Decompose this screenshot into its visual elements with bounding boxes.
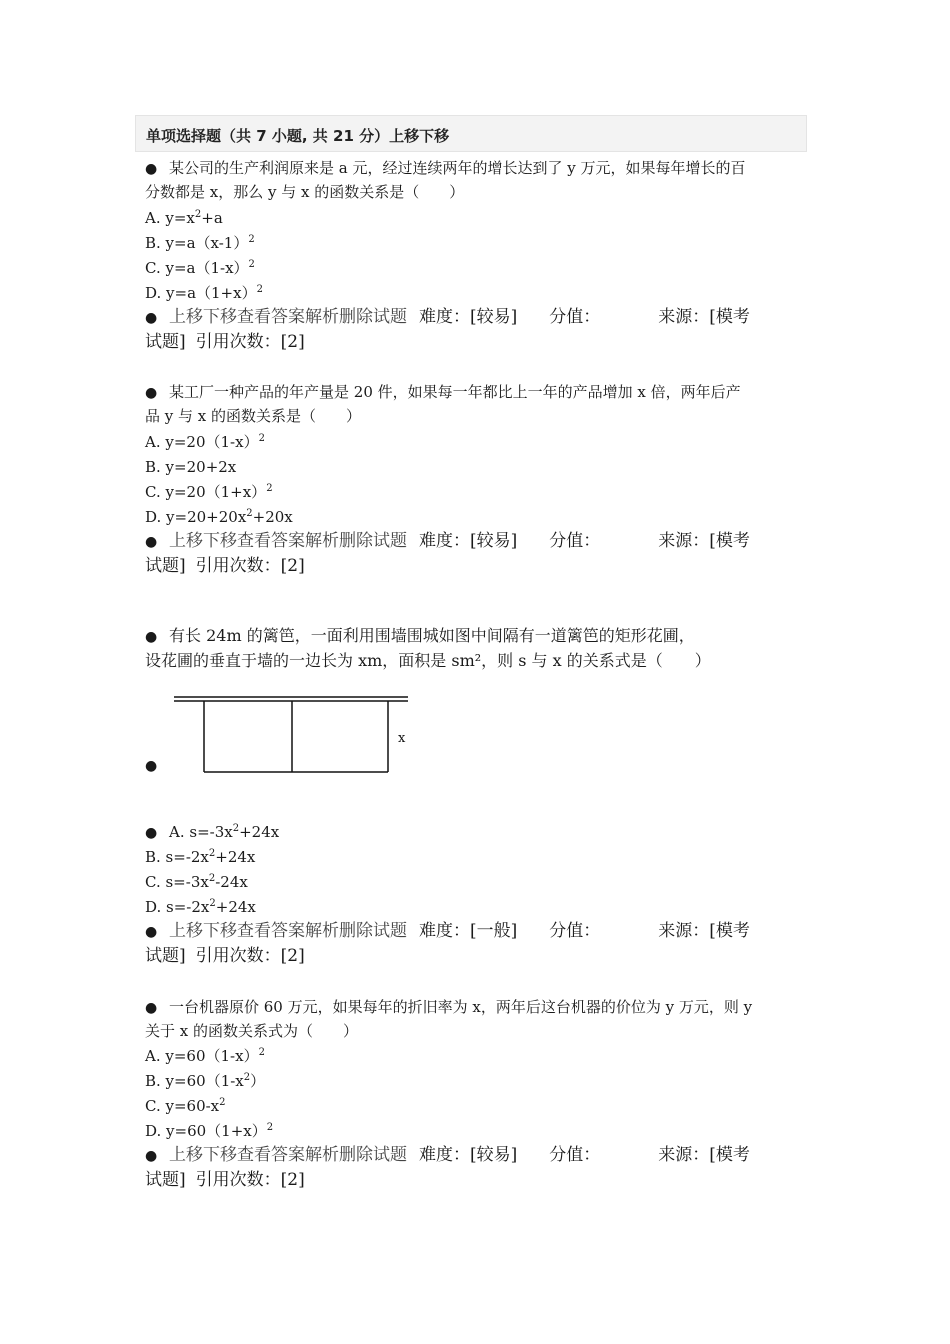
question-1-stem: ● 某公司的生产利润原来是 a 元，经过连续两年的增长达到了 y 万元，如果每年增长的百 [145, 156, 746, 181]
difficulty-label: 难度：[较易] [419, 531, 518, 551]
question-3-stem: ● 有长 24m 的篱笆，一面利用围墙围城如图中间隔有一道篱笆的矩形花圃， [145, 624, 695, 649]
bullet-icon: ● [145, 629, 158, 645]
question-4-meta-cont: 试题] 引用次数：[2] [145, 1170, 305, 1190]
source-label: 来源：[模考 [658, 307, 750, 327]
bullet-icon: ● [145, 1148, 158, 1164]
bullet-icon: ● [145, 924, 158, 940]
question-4-option-d[interactable]: D. $y=60(1+x)^2$ [145, 1122, 274, 1140]
question-2-option-b[interactable]: B. y=20+2x [145, 458, 237, 476]
question-1-option-b[interactable]: B. $y=a(x-1)^2$ [145, 234, 255, 252]
fence-diagram [170, 690, 420, 780]
citations-label: 引用次数：[2] [195, 332, 305, 352]
question-3-option-c[interactable]: C. $s=-3x^2-24x$ [145, 873, 248, 891]
source-label: 来源：[模考 [658, 921, 750, 941]
section-title: 单项选择题（共 7 小题, 共 21 分）上移下移 [146, 127, 450, 145]
citations-label: 引用次数：[2] [195, 556, 305, 576]
question-2-option-c[interactable]: C. $y=20(1+x)^2$ [145, 483, 273, 501]
question-2-stem-cont: 品 y 与 x 的函数关系是（ ） [145, 407, 362, 425]
score-label: 分值： [549, 921, 601, 941]
bullet-icon: ● [145, 758, 158, 774]
question-1-option-a[interactable]: A. $y=x^2+a$ [145, 209, 223, 227]
bullet-icon: ● [145, 161, 158, 177]
source-label: 来源：[模考 [658, 531, 750, 551]
bullet-icon: ● [145, 825, 158, 841]
question-3-meta [145, 919, 750, 945]
citations-label: 引用次数：[2] [195, 1170, 305, 1190]
question-4-option-c[interactable]: C. $y=60-x^2$ [145, 1097, 226, 1115]
question-4-stem: ● 一台机器原价 60 万元，如果每年的折旧率为 x，两年后这台机器的价位为 y 万元，则 y [145, 995, 752, 1020]
question-3-option-b[interactable]: B. $s=-2x^2+24x$ [145, 848, 256, 866]
bullet-icon: ● [145, 1000, 158, 1016]
question-actions[interactable]: 上移下移查看答案解析删除试题 [169, 1145, 407, 1165]
question-actions[interactable]: 上移下移查看答案解析删除试题 [169, 921, 407, 941]
question-2-option-a[interactable]: A. $y=20(1-x)^2$ [145, 433, 265, 451]
question-1-stem-cont: 分数都是 x，那么 y 与 x 的函数关系是（ ） [145, 183, 465, 201]
question-3-meta-cont: 试题] 引用次数：[2] [145, 946, 305, 966]
difficulty-label: 难度：[一般] [419, 921, 518, 941]
question-2-meta [145, 529, 750, 555]
question-4-stem-cont: 关于 x 的函数关系式为（ ） [145, 1022, 358, 1040]
bullet-icon: ● [145, 534, 158, 550]
question-actions[interactable]: 上移下移查看答案解析删除试题 [169, 307, 407, 327]
section-header [135, 115, 807, 152]
bullet-icon: ● [145, 310, 158, 326]
question-4-meta [145, 1143, 750, 1169]
question-actions[interactable]: 上移下移查看答案解析删除试题 [169, 531, 407, 551]
question-4-option-a[interactable]: A. $y=60(1-x)^2$ [145, 1047, 265, 1065]
score-label: 分值： [549, 531, 601, 551]
question-3-stem-cont: 设花圃的垂直于墙的一边长为 xm，面积是 sm²，则 s 与 x 的关系式是（ ） [145, 651, 711, 670]
difficulty-label: 难度：[较易] [419, 1145, 518, 1165]
question-1-meta-cont: 试题] 引用次数：[2] [145, 332, 305, 352]
question-2-meta-cont: 试题] 引用次数：[2] [145, 556, 305, 576]
difficulty-label: 难度：[较易] [419, 307, 518, 327]
question-1-option-d[interactable]: D. $y=a(1+x)^2$ [145, 284, 263, 302]
question-1-option-c[interactable]: C. $y=a(1-x)^2$ [145, 259, 255, 277]
source-label: 来源：[模考 [658, 1145, 750, 1165]
citations-label: 引用次数：[2] [195, 946, 305, 966]
bullet-icon: ● [145, 385, 158, 401]
figure-label-x: x [398, 731, 406, 746]
question-1-meta [145, 305, 750, 331]
question-2-stem: ● 某工厂一种产品的年产量是 20 件，如果每一年都比上一年的产品增加 x 倍，两年后产 [145, 380, 741, 405]
question-3-option-d[interactable]: D. $s=-2x^2+24x$ [145, 898, 256, 916]
question-2-option-d[interactable]: D. $y=20+20x^2+20x$ [145, 508, 293, 526]
score-label: 分值： [549, 1145, 601, 1165]
question-3-option-a[interactable]: ● A. $s=-3x^2+24x$ [145, 820, 279, 846]
question-4-option-b[interactable]: B. $y=60(1-x^2)$ [145, 1072, 266, 1090]
score-label: 分值： [549, 307, 601, 327]
